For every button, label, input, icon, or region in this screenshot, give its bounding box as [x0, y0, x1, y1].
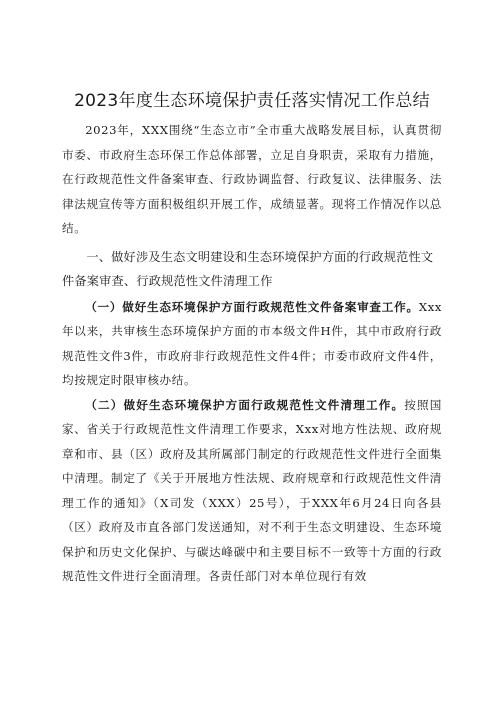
- intro-paragraph: 2023年，XXX围绕“生态立市”全市重大战略发展目标，认真贯彻市委、市政府生态环保工作总体部署，立足自身职责，采取有力措施，在行政规范性文件备案审查、行政协调监督、行政复议、法律服务、法律法规宣传等方面积极组织开展工作，成绩显著。现将工作情况作以总结。: [62, 123, 442, 235]
- subsection-1-lead: （一）做好生态环境保护方面行政规范性文件备案审查工作。: [85, 299, 419, 314]
- subsection-2-paragraph: [62, 393, 442, 589]
- section-1-heading: 一、做好涉及生态文明建设和生态环境保护方面的行政规范性文件备案审查、行政规范性文件清理工作: [62, 249, 434, 288]
- document-title: 2023年度生态环境保护责任落实情况工作总结: [74, 91, 430, 111]
- subsection-2-body: 按照国家、省关于行政规范性文件清理工作要求，Xxx对地方性法规、政府规章和市、县（区）政府及其所属部门制定的行政规范性文件进行全面集中清理。制定了《关于开展地方性法规、政府规章和行政规范性文件清理工作的通知》（X司发（XXX）25号），于XXX年6月24日向各县（区）政府及市直各部门发送通知，对不利于生态文明建设、生态环境保护和历史文化保护、与碳达峰碳中和主要目标不一致等十方面的行政规范性文件进行全面清理。各责任部门对本单位现行有效: [62, 397, 442, 583]
- subsection-2-lead: （二）做好生态环境保护方面行政规范性文件清理工作。: [85, 397, 405, 412]
- subsection-1-body: Xxx年以来，共审核生态环境保护方面的市本级文件H件，其中市政府行政规范性文件3件，市政府非行政规范性文件4件；市委市政府文件4件，均按规定时限审核办结。: [62, 299, 442, 387]
- subsection-1-paragraph: [62, 295, 442, 393]
